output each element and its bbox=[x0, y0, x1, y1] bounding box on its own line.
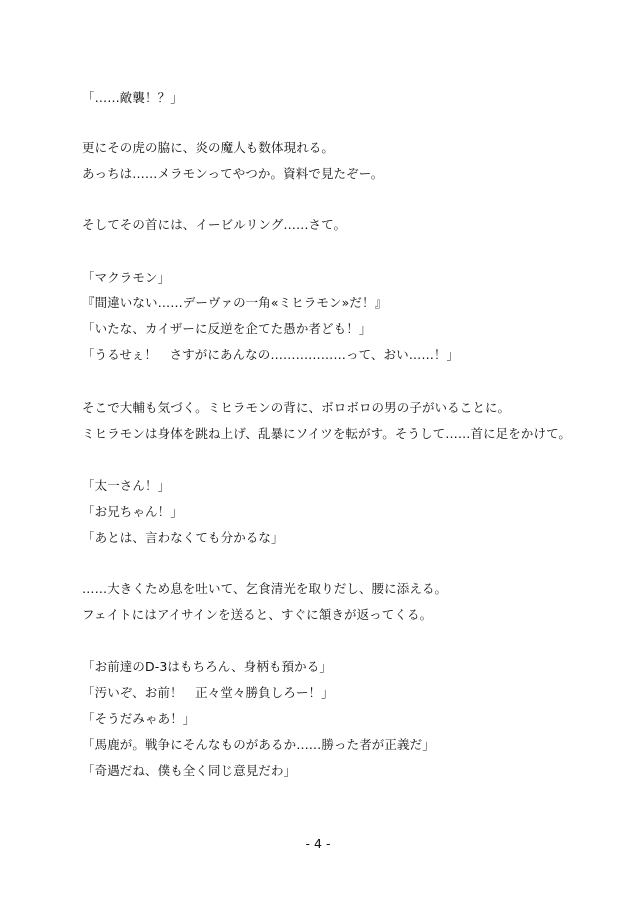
text-line: 「太一さん！」 bbox=[82, 478, 171, 493]
text-line: あっちは……メラモンってやつか。資料で見たぞー。 bbox=[82, 166, 384, 181]
text-line: ミヒラモンは身体を跳ね上げ、乱暴にソイツを転がす。そうして……首に足をかけて。 bbox=[82, 426, 572, 441]
text-line: 「馬鹿が。戦争にそんなものがあるか……勝った者が正義だ」 bbox=[82, 737, 435, 752]
text-line: 「うるせぇ！ さすがにあんなの………………って、おい……！」 bbox=[82, 347, 460, 362]
text-line: 「汚いぞ、お前！ 正々堂々勝負しろー！」 bbox=[82, 685, 334, 700]
text-line: 「いたな、カイザーに反逆を企てた愚か者ども！」 bbox=[82, 321, 372, 336]
text-line: フェイトにはアイサインを送ると、すぐに頷きが返ってくる。 bbox=[82, 607, 433, 622]
text-line: 「あとは、言わなくても分かるな」 bbox=[82, 530, 284, 545]
text-line: 『間違いない……デーヴァの一角«ミヒラモン»だ！』 bbox=[82, 295, 388, 310]
text-line: そこで大輔も気づく。ミヒラモンの背に、ボロボロの男の子がいることに。 bbox=[82, 400, 511, 415]
text-line: 「お前達のD-3はもちろん、身柄も預かる」 bbox=[82, 659, 332, 674]
text-line: 「マクラモン」 bbox=[82, 270, 171, 285]
text-line: 「お兄ちゃん！」 bbox=[82, 504, 183, 519]
text-line: 更にその虎の脇に、炎の魔人も数体現れる。 bbox=[82, 140, 335, 155]
page-number: - 4 - bbox=[305, 836, 331, 851]
text-line: 「奇遇だね、僕も全く同じ意見だわ」 bbox=[82, 763, 297, 778]
text-line: 「そうだみゃあ！」 bbox=[82, 711, 196, 726]
text-line: 「……敵襲！？」 bbox=[82, 90, 183, 105]
text-line: ……大きくため息を吐いて、乞食清光を取りだし、腰に添える。 bbox=[82, 581, 448, 596]
text-line: そしてその首には、イービルリング……さて。 bbox=[82, 217, 347, 232]
